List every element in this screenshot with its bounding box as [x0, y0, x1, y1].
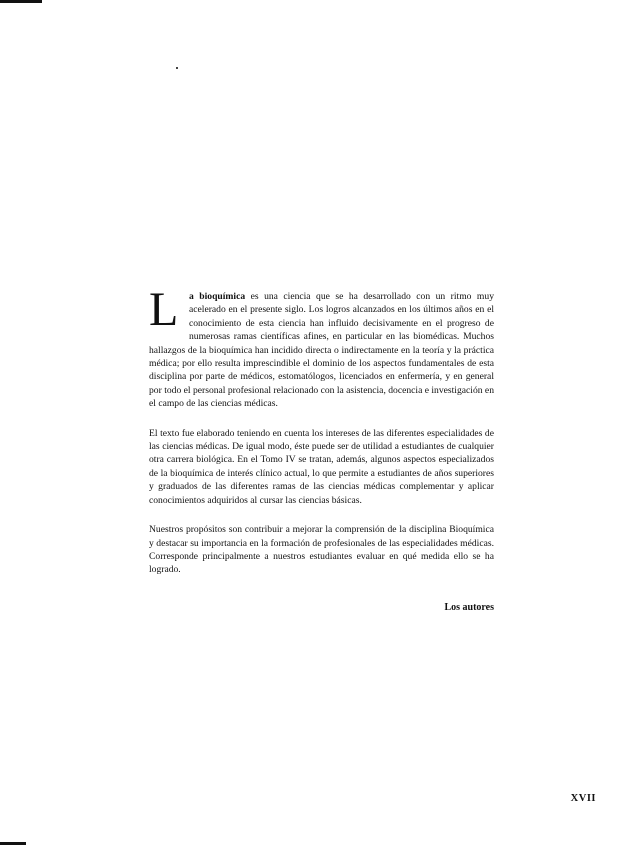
- paragraph-1-text: es una ciencia que se ha desarrollado con un ritmo muy acelerado en el presente siglo. Los logros alcanzados en los últimos años en el conocimiento de esta ciencia han influido decisivamente en el progreso de numerosas ramas científicas afines, en particular en las biomédicas. Muchos hallazgos de la bioquímica han incidido directa o indirectamente en la teoría y la práctica médica; por ello resulta imprescindible el dominio de los aspectos fundamentales de esta disciplina por parte de médicos, estomatólogos, licenciados en enfermería, y en general por todo el personal profesional relacionado con la asistencia, docencia e investigación en el campo de las ciencias médicas.: [149, 291, 494, 410]
- paragraph-2-text: El texto fue elaborado teniendo en cuenta los intereses de las diferentes especialidades de las ciencias médicas. De igual modo, éste puede ser de utilidad a estudiantes de cualquier otra carrera biológica. En el Tomo IV se tratan, además, algunos aspectos especializados de la bioquímica de interés clínico actual, lo que permite a estudiantes de años superiores y graduados de las diferentes ramas de las ciencias médicas complementar y aplicar conocimientos adquiridos al cursar las ciencias básicas.: [149, 427, 494, 506]
- page-number: XVII: [570, 793, 596, 804]
- scan-edge-mark-top: [0, 0, 42, 3]
- paragraph-1: [149, 283, 494, 411]
- drop-cap: [149, 283, 185, 336]
- scan-speck: [176, 67, 178, 69]
- signature: Los autores: [444, 602, 494, 613]
- paragraph-3: [149, 523, 494, 577]
- paragraph-1-lead: a bioquímica: [189, 291, 246, 302]
- paragraph-3-text: Nuestros propósitos son contribuir a mejorar la comprensión de la disciplina Bioquímica y destacar su importancia en la formación de profesionales de las especialidades médicas. Corresponde principalmente a nuestros estudiantes evaluar en qué medida ello se ha logrado.: [149, 524, 494, 576]
- drop-cap-letter: L: [149, 283, 179, 336]
- paragraph-2: [149, 427, 494, 507]
- scan-edge-mark-bottom: [0, 842, 26, 845]
- preface-body: [149, 283, 494, 577]
